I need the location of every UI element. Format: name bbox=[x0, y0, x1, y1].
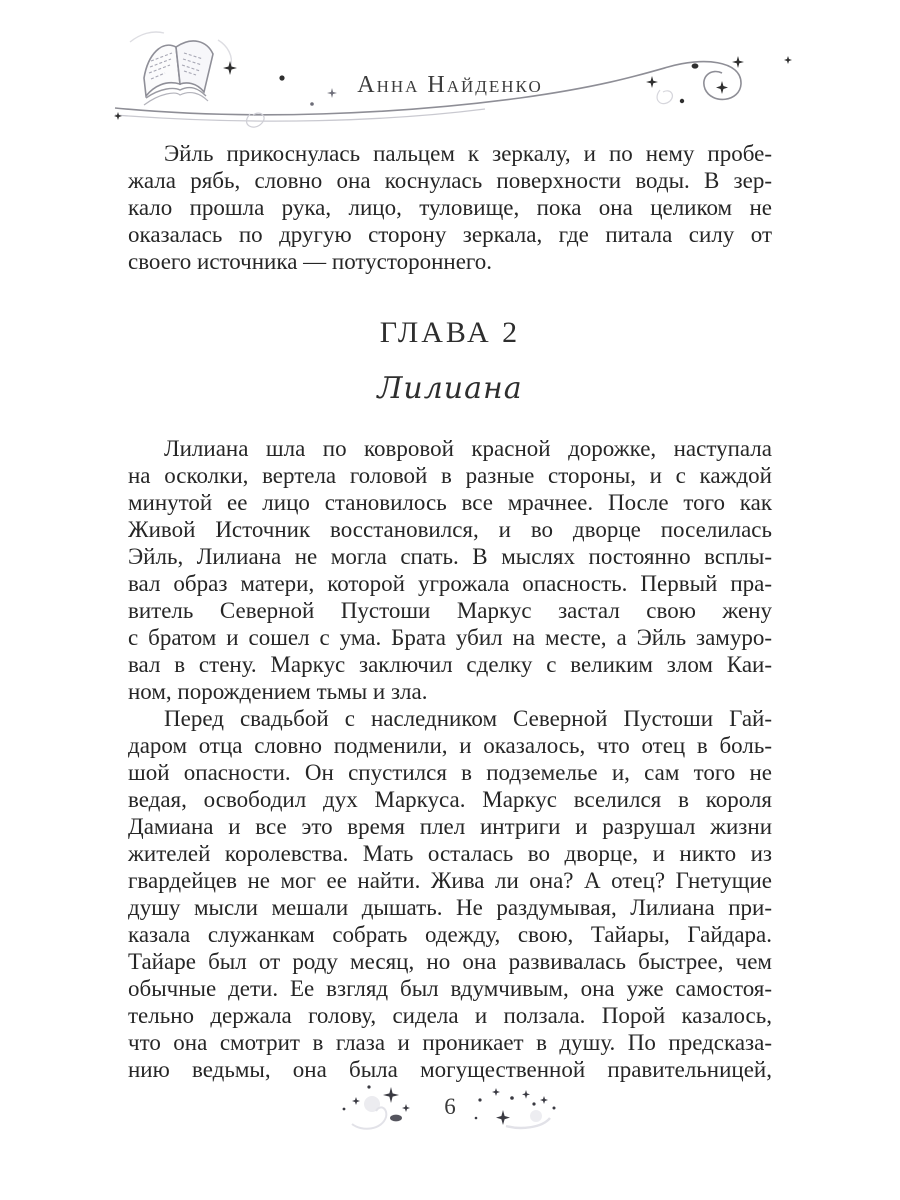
sparkle-icon bbox=[475, 1088, 556, 1125]
text-line: гвардейцев не мог ее найти. Жива ли она? А отец? Гнетущие bbox=[128, 868, 772, 893]
paragraph bbox=[128, 435, 772, 705]
text-line: что она смотрит в глаза и проникает в душу. По предсказа- bbox=[128, 1030, 772, 1055]
text-line: Эйль прикоснулась пальцем к зеркалу, и по нему пробе- bbox=[164, 141, 772, 166]
text-line: ном, порождением тьмы и зла. bbox=[128, 679, 428, 704]
text-line: кало прошла рука, лицо, туловище, пока она целиком не bbox=[128, 195, 772, 220]
text-line: жителей королевства. Мать осталась во дворце, и никто из bbox=[128, 841, 772, 866]
text-line: тельно держала голову, сидела и ползала. Порой казалось, bbox=[128, 1003, 772, 1028]
text-line: оказалась по другую сторону зеркала, где питала силу от bbox=[128, 222, 772, 247]
text-line: обычные дети. Ее взгляд был вдумчивым, она уже самостоя- bbox=[128, 976, 772, 1001]
text-line: душу мысли мешали дышать. Не раздумывая, Лилиана при- bbox=[128, 895, 772, 920]
text-line: нию ведьмы, она была могущественной правительницей, bbox=[128, 1057, 772, 1082]
text-line: Живой Источник восстановился, и во дворце поселилась bbox=[128, 517, 772, 542]
page-footer bbox=[0, 1084, 900, 1144]
text-line: вал образ матери, которой угрожала опасность. Первый пра- bbox=[128, 571, 772, 596]
author-name: Анна Найденко bbox=[357, 72, 543, 98]
page-number: 6 bbox=[444, 1094, 456, 1119]
chapter-subtitle: Лилиана bbox=[377, 371, 523, 406]
footer-sparkle-ornament-right bbox=[466, 1084, 558, 1136]
text-line: Перед свадьбой с наследником Северной Пустоши Гай- bbox=[164, 706, 772, 731]
text-line: даром отца словно подменили, и оказалось, что отец в боль- bbox=[128, 733, 772, 758]
text-line: ведая, освободил дух Маркуса. Маркус вселился в короля bbox=[128, 787, 772, 812]
paragraph bbox=[128, 140, 772, 275]
text-line: Тайаре был от роду месяц, но она развивалась быстрее, чем bbox=[128, 949, 772, 974]
text-line: казала служанкам собрать одежду, свою, Тайары, Гайдара. bbox=[128, 922, 772, 947]
text-line: с братом и сошел с ума. Брата убил на месте, а Эйль замуро- bbox=[128, 625, 772, 650]
text-line: на осколки, вертела головой в разные стороны, и с каждой bbox=[128, 463, 772, 488]
text-line: жала рябь, словно она коснулась поверхности воды. В зер- bbox=[128, 168, 772, 193]
paragraph bbox=[128, 705, 772, 1083]
text-line: Эйль, Лилиана не могла спать. В мыслях постоянно всплы- bbox=[128, 544, 772, 569]
text-line: витель Северной Пустоши Маркус застал свою жену bbox=[128, 598, 772, 623]
chapter-heading: ГЛАВА 2 bbox=[379, 316, 521, 349]
page-text bbox=[128, 140, 772, 1083]
text-line: своего источника — потустороннего. bbox=[128, 249, 493, 274]
text-line: шой опасности. Он спустился в подземелье и, сам того не bbox=[128, 760, 772, 785]
text-line: вал в стену. Маркус заключил сделку с великим злом Каи- bbox=[128, 652, 772, 677]
text-line: минутой ее лицо становилось все мрачнее. После того как bbox=[128, 490, 772, 515]
text-line: Лилиана шла по ковровой красной дорожке, наступала bbox=[164, 436, 772, 461]
text-line: Дамиана и все это время плел интриги и разрушал жизни bbox=[128, 814, 772, 839]
